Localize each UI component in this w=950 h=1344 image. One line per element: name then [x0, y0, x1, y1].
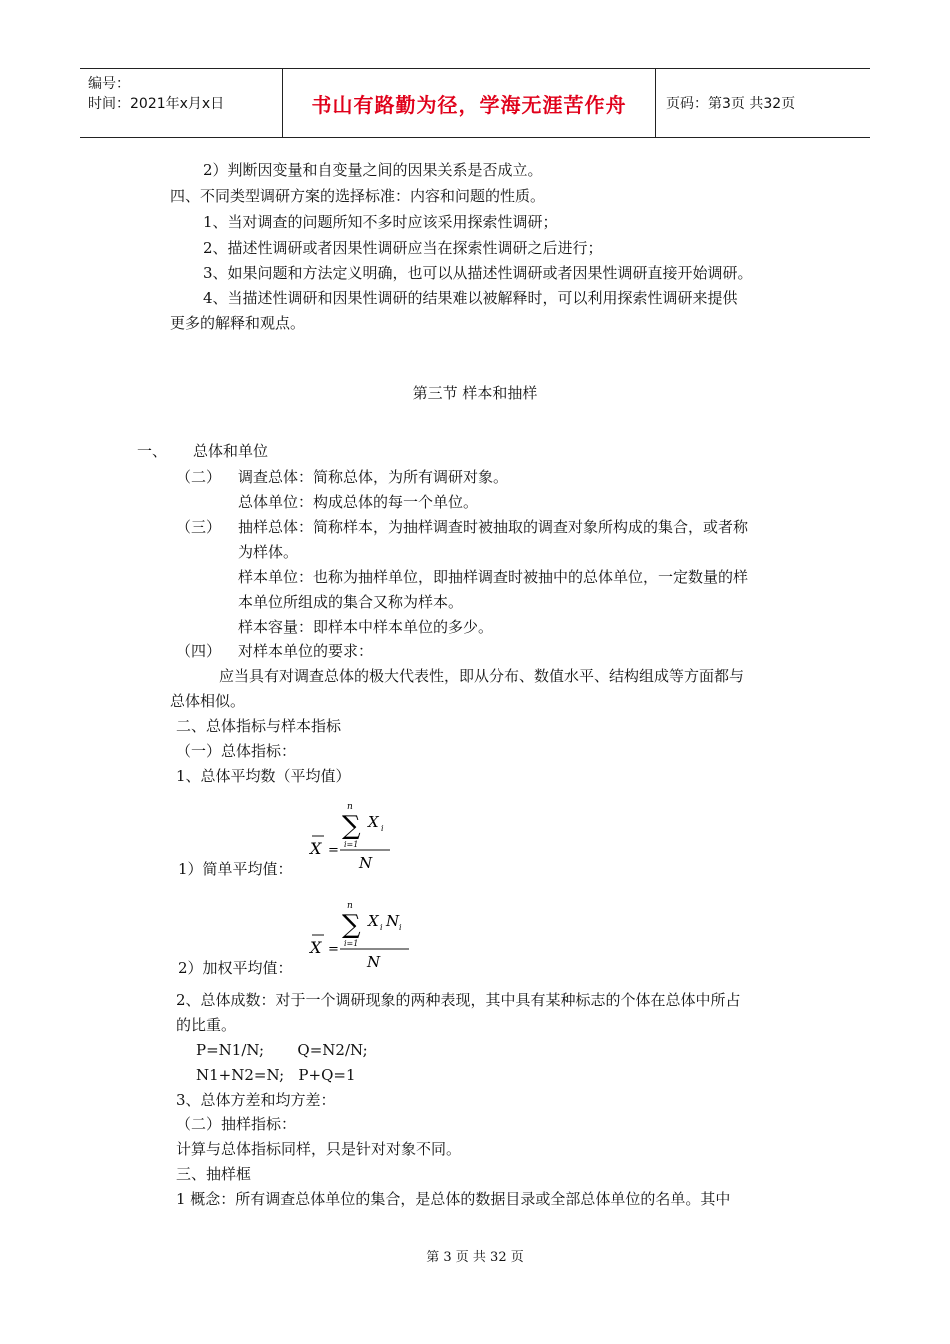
equation-line: P=N1/N; Q=N2/N;	[196, 1041, 368, 1059]
date-label: 时间：2021年x月x日	[88, 96, 225, 112]
equation-line: N1+N2=N; P+Q=1	[196, 1066, 356, 1084]
sub-i: i	[380, 923, 383, 932]
sum-lower: i=1	[344, 939, 359, 948]
header-meta	[80, 69, 282, 137]
sigma: ∑	[342, 910, 361, 940]
item-number: （四）	[176, 642, 222, 660]
subsection-heading: （二）抽样指标：	[176, 1115, 297, 1133]
text-line: 应当具有对调查总体的极大代表性，即从分布、数值水平、结构组成等方面都与	[219, 667, 745, 685]
page-footer: 第 3 页 共 32 页	[426, 1250, 524, 1265]
denominator: N	[367, 953, 381, 971]
page-header	[80, 68, 870, 138]
n-i: N	[386, 912, 400, 930]
item-number: （二）	[176, 468, 222, 486]
text-line: 1、总体平均数（平均值）	[176, 767, 351, 785]
formula-label: 1）简单平均值：	[178, 860, 293, 878]
sum-lower: i=1	[344, 840, 359, 849]
text-line: 总体单位：构成总体的每一个单位。	[238, 493, 479, 511]
sigma: ∑	[342, 811, 361, 841]
subsection-heading: （一）总体指标：	[176, 742, 297, 760]
sum-upper: n	[347, 901, 353, 911]
denominator: N	[359, 854, 373, 872]
sub-i: i	[381, 824, 384, 833]
number-label: 编号：	[88, 76, 130, 92]
text-line: 1 概念：所有调查总体单位的集合，是总体的数据目录或全部总体单位的名单。其中	[176, 1190, 731, 1208]
section-heading: 二、总体指标与样本指标	[176, 717, 342, 735]
x-i: X	[368, 813, 379, 831]
text-line: 4、当描述性调研和因果性调研的结果难以被解释时，可以利用探索性调研来提供	[203, 289, 738, 307]
text-line: 1、当对调查的问题所知不多时应该采用探索性调研；	[203, 213, 558, 231]
header-motto-cell	[282, 69, 656, 137]
text-line: 3、如果问题和方法定义明确，也可以从描述性调研或者因果性调研直接开始调研。	[203, 264, 753, 282]
text-line: 2）判断因变量和自变量之间的因果关系是否成立。	[203, 161, 543, 179]
text-line: 对样本单位的要求：	[238, 642, 374, 660]
text-line: 调查总体：简称总体，为所有调研对象。	[238, 468, 509, 486]
page-label: 页码：第3页 共32页	[666, 96, 796, 112]
equals-sign: =	[328, 942, 339, 957]
header-page-cell	[656, 69, 870, 137]
text-line: 四、不同类型调研方案的选择标准：内容和问题的性质。	[170, 187, 546, 205]
section-heading: 总体和单位	[193, 442, 269, 460]
section-heading: 三、抽样框	[176, 1165, 252, 1183]
x-bar: X	[310, 839, 322, 858]
sub-i: i	[399, 923, 402, 932]
sum-upper: n	[347, 802, 353, 812]
formula-label: 2）加权平均值：	[178, 959, 293, 977]
text-line: 的比重。	[176, 1016, 237, 1034]
text-line: 为样体。	[238, 543, 299, 561]
text-line: 样本单位：也称为抽样单位，即抽样调查时被抽中的总体单位，一定数量的样	[238, 568, 749, 586]
weighted-mean-formula	[300, 895, 420, 975]
text-line: 2、总体成数：对于一个调研现象的两种表现，其中具有某种标志的个体在总体中所占	[176, 991, 741, 1009]
text-line: 总体相似。	[170, 692, 246, 710]
x-bar: X	[310, 938, 322, 957]
simple-mean-formula	[300, 796, 410, 876]
text-line: 本单位所组成的集合又称为样本。	[238, 593, 464, 611]
text-line: 计算与总体指标同样，只是针对对象不同。	[176, 1140, 462, 1158]
section-title: 第三节 样本和抽样	[412, 384, 538, 402]
text-line: 样本容量：即样本中样本单位的多少。	[238, 618, 494, 636]
section-number: 一、	[137, 442, 168, 460]
item-number: （三）	[176, 518, 222, 536]
motto: 书山有路勤为径，学海无涯苦作舟	[311, 92, 627, 117]
text-line: 抽样总体：简称样本，为抽样调查时被抽取的调查对象所构成的集合，或者称	[238, 518, 749, 536]
x-i: X	[368, 912, 379, 930]
text-line: 更多的解释和观点。	[170, 314, 306, 332]
equals-sign: =	[328, 843, 339, 858]
text-line: 3、总体方差和均方差：	[176, 1091, 336, 1109]
text-line: 2、描述性调研或者因果性调研应当在探索性调研之后进行；	[203, 239, 603, 257]
